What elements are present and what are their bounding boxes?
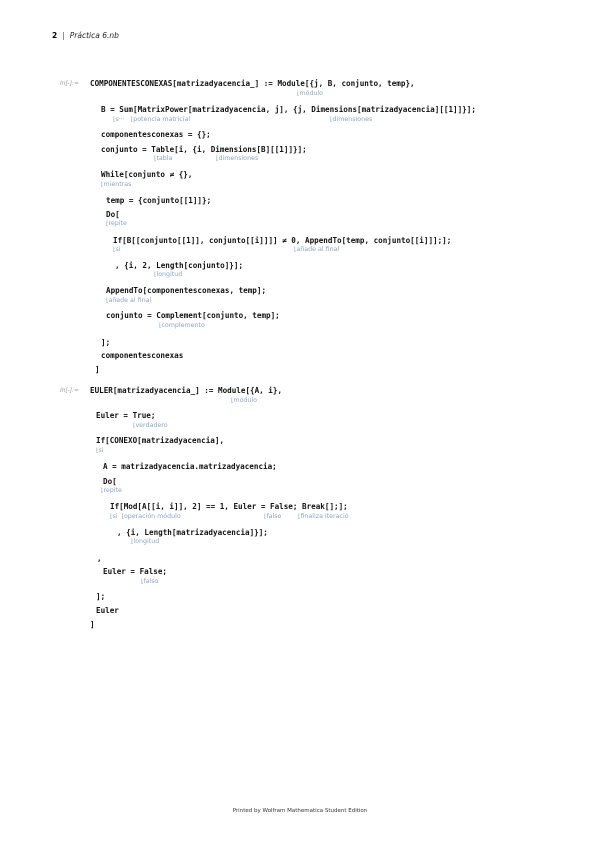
function-hint: ⌊añade al final: [294, 246, 340, 253]
code-line[interactable]: If[Mod[A[[i, i]], 2] == 1, Euler = False; Break[];];: [110, 502, 348, 511]
document-title: Práctica 6.nb: [69, 31, 119, 40]
function-hint: ⌊finaliza iteració: [298, 513, 349, 520]
code-line[interactable]: While[conjunto ≠ {},: [101, 170, 193, 179]
code-line[interactable]: conjunto = Complement[conjunto, temp];: [106, 311, 280, 320]
code-line[interactable]: ]: [95, 365, 100, 374]
function-hint: ⌊si: [113, 246, 121, 253]
function-hint: ⌊si ⌊operación módulo: [110, 513, 181, 520]
code-line[interactable]: EULER[matrizadyacencia_] := Module[{A, i},: [90, 386, 283, 395]
function-hint: ⌊s··· ⌊potencia matricial: [113, 116, 191, 123]
function-hint: ⌊repite: [101, 487, 122, 494]
function-hint: ⌊añade al final: [106, 297, 152, 304]
page-header: [52, 31, 119, 40]
code-line[interactable]: AppendTo[componentesconexas, temp];: [106, 286, 267, 295]
code-line[interactable]: conjunto = Table[i, {i, Dimensions[B][[1]]}];: [101, 145, 307, 154]
function-hint: ⌊longitud: [131, 538, 160, 545]
page-number: 2: [52, 31, 58, 40]
cell-input-label: In[-]:=: [60, 81, 79, 87]
code-line[interactable]: Euler = True;: [96, 411, 156, 420]
function-hint: ⌊complemento: [159, 322, 205, 329]
function-hint: ⌊dimensiones: [216, 155, 259, 162]
code-line[interactable]: , {i, Length[matrizadyacencia]}];: [117, 528, 268, 537]
code-line[interactable]: Do[: [106, 210, 120, 219]
code-line[interactable]: ];: [96, 592, 106, 601]
function-hint: ⌊dimensiones: [330, 116, 373, 123]
code-line[interactable]: componentesconexas: [101, 351, 184, 360]
cell-input-label: In[-]:=: [60, 388, 79, 394]
function-hint: ⌊si: [96, 447, 104, 454]
code-line[interactable]: A = matrizadyacencia.matrizadyacencia;: [103, 462, 277, 471]
code-line[interactable]: B = Sum[MatrixPower[matrizadyacencia, j], {j, Dimensions[matrizadyacencia][[1]]}];: [101, 105, 476, 114]
function-hint: ⌊tabla: [154, 155, 173, 162]
function-hint: ⌊módulo: [231, 397, 258, 404]
function-hint: ⌊mientras: [101, 181, 132, 188]
code-line[interactable]: Euler = False;: [103, 567, 168, 576]
function-hint: ⌊falso: [141, 578, 159, 585]
code-line[interactable]: componentesconexas = {};: [101, 130, 211, 139]
code-line[interactable]: If[B[[conjunto[[1]], conjunto[[i]]]] ≠ 0, AppendTo[temp, conjunto[[i]]];];: [113, 236, 452, 245]
code-line[interactable]: ];: [101, 338, 111, 347]
function-hint: ⌊verdadero: [133, 422, 168, 429]
code-line[interactable]: If[CONEXO[matrizadyacencia],: [96, 436, 225, 445]
code-line[interactable]: , {i, 2, Length[conjunto]}];: [115, 261, 244, 270]
function-hint: ⌊falso: [264, 513, 282, 520]
print-footer: Printed by Wolfram Mathematica Student Edition: [232, 808, 368, 814]
code-line[interactable]: ]: [90, 620, 95, 629]
code-line[interactable]: ,: [97, 554, 102, 563]
code-line[interactable]: Do[: [103, 477, 117, 486]
function-hint: ⌊longitud: [154, 271, 183, 278]
function-hint: ⌊repite: [106, 220, 127, 227]
header-separator: |: [62, 31, 65, 40]
code-line[interactable]: temp = {conjunto[[1]]};: [106, 196, 212, 205]
code-line[interactable]: COMPONENTESCONEXAS[matrizadyacencia_] := Module[{j, B, conjunto, temp},: [90, 79, 415, 88]
code-line[interactable]: Euler: [96, 606, 119, 615]
function-hint: ⌊módulo: [297, 90, 324, 97]
